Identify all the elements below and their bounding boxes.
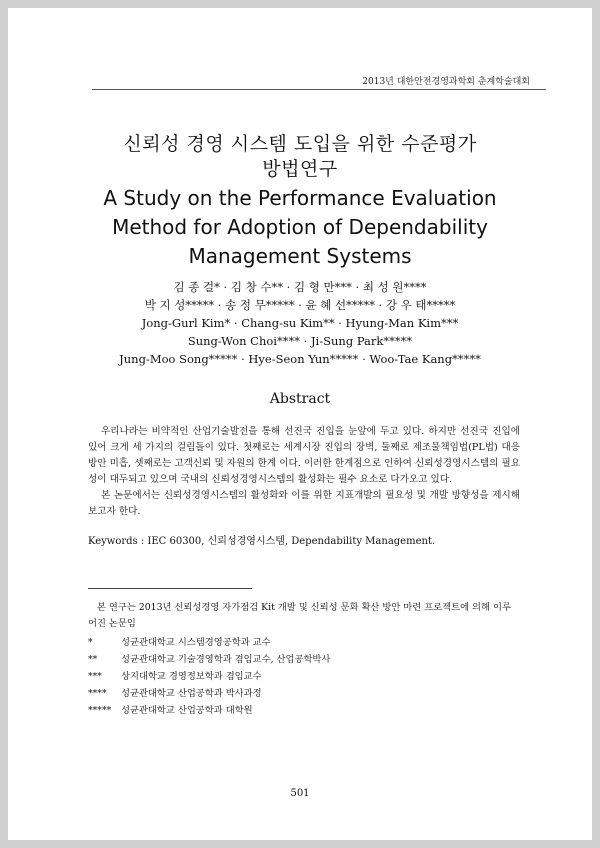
affiliation-mark: ** [88,654,98,665]
affiliation-item [88,634,518,651]
abstract-paragraph: 본 논문에서는 신뢰성경영시스템의 활성화와 이를 위한 지표개발의 필요성 및 개발 방향성을 제시해보고자 한다. [88,490,520,517]
title-english [8,184,592,271]
affiliation-mark: *** [88,671,102,682]
affiliation-item [88,685,518,702]
affiliation-text: 성균관대학교 시스템경영공학과 교수 [121,637,271,648]
authors-english-line: Jung-Moo Song***** · Hye-Seon Yun***** · Woo-Tae Kang***** [119,352,481,366]
abstract-paragraph: 우리나라는 비약적인 산업기술발전을 통해 선진국 진입을 눈앞에 두고 있다. 하지만 선진국 진입에 있어 크게 세 가지의 걸림돌이 있다. 첫째로는 세계시장 진입의 장벽, 둘째로 제조물책임법(PL법) 대응방안 미흡, 셋째로는 고객신뢰 및 자원의 한계 이다. 이러한 한계점으로 인하여 신뢰성경영시스템의 필요성이 대두되고 있으며 국내의 신뢰성경영시스템의 활성화는 필수 요소로 다가오고 있다. [88,426,520,485]
affiliation-text: 상지대학교 경영정보학과 겸임교수 [121,671,262,682]
authors-korean-line: 박 지 성***** · 송 정 무***** · 윤 혜 선***** · 강 우 태***** [144,298,456,312]
affiliation-item [88,651,518,668]
affiliation-item [88,668,518,685]
funding-note [88,600,518,632]
title-korean-line: 신뢰성 경영 시스템 도입을 위한 수준평가 [123,133,477,155]
keywords: Keywords : IEC 60300, 신뢰성경영시스템, Dependability Management. [88,536,436,547]
affiliation-text: 성균관대학교 산업공학과 대학원 [121,705,253,716]
header-rule [92,89,546,90]
title-english-line: Method for Adoption of Dependability [112,215,488,239]
affiliation-mark: ***** [88,705,112,716]
title-english-line: Management Systems [188,244,412,268]
affiliation-text: 성균관대학교 산업공학과 박사과정 [121,688,262,699]
running-head: 2013년 대한안전경영과학회 춘계학술대회 [362,77,530,87]
affiliation-mark: **** [88,688,107,699]
abstract-body [88,424,520,520]
authors-korean-line: 김 종 걸* · 김 창 수** · 김 형 만*** · 최 성 원**** [173,280,427,294]
funding-note-text: 본 연구는 2013년 신뢰성경영 자가점검 Kit 개발 및 신뢰성 문화 확산 방안 마련 프로젝트에 의해 이루어진 논문임 [88,602,511,629]
abstract-heading: Abstract [269,391,331,407]
title-korean-line: 방법연구 [262,158,338,180]
authors-english-line: Sung-Won Choi**** · Ji-Sung Park***** [187,334,413,348]
affiliation-mark: * [88,637,93,648]
page-number: 501 [290,788,310,799]
footnote-rule [88,588,252,589]
title-english-line: A Study on the Performance Evaluation [103,186,497,210]
affiliation-item [88,702,518,719]
title-korean [8,132,592,182]
author-list [8,278,592,368]
affiliation-text: 성균관대학교 기술경영학과 겸임교수, 산업공학박사 [121,654,331,665]
authors-english-line: Jong-Gurl Kim* · Chang-su Kim** · Hyung-Man Kim*** [141,316,459,330]
affiliation-list [88,634,518,719]
paper-page [8,8,592,840]
